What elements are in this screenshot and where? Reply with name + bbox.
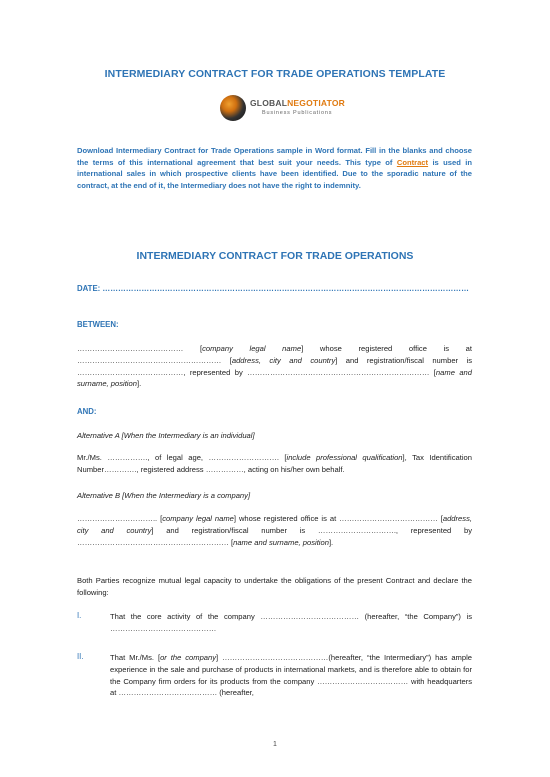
between-paragraph: …………………………………… [company legal name] whose registered office is at ………………………………………………… [address, city and country] and registration/fiscal number is ……………………………………, represented by ……………………………………………………………… [name and surname, position].: [77, 344, 472, 389]
contract-heading: INTERMEDIARY CONTRACT FOR TRADE OPERATIONS: [136, 250, 414, 262]
globe-icon: [220, 95, 246, 121]
alternative-a-heading: Alternative A [When the Intermediary is an individual]: [77, 431, 255, 440]
date-field: DATE: ……………………………………………………………………………………………………………………………: [77, 284, 469, 293]
intro-paragraph: Download Intermediary Contract for Trade Operations sample in Word format. Fill in the blanks and choose the terms of this international agreement that best suit your needs. This type of Contract is used in international sales in which prospective clients have been identified. Due to the sporadic nature of the contract, at the end of it, the Intermediary does not have the right to indemnity.: [77, 146, 472, 190]
alternative-a-paragraph: Mr./Ms. ……………., of legal age, ………………………. [include professional qualification], Tax Identification Number…………., registered address ……………, acting on his/her own behalf.: [77, 453, 472, 474]
document-title: INTERMEDIARY CONTRACT FOR TRADE OPERATIONS TEMPLATE: [104, 68, 446, 80]
clause-number: I.: [77, 611, 82, 620]
clause-text: That Mr./Ms. [or the company] ……………………………………(hereafter, “the Intermediary”) has ample experience in the sale and purchase of products in international markets, and is therefore able to obtain for the Company firm orders for its products from the company ……………………………… with headquarters at ………………………………… (hereafter,: [110, 653, 472, 698]
and-label: AND:: [77, 407, 97, 416]
between-label: BETWEEN:: [77, 320, 119, 329]
globalnegotiator-logo: [220, 95, 350, 125]
recognize-paragraph: Both Parties recognize mutual legal capacity to undertake the obligations of the present Contract and declare the following:: [77, 576, 472, 597]
clause-number: II.: [77, 652, 84, 661]
logo-tagline: Business Publications: [262, 110, 333, 116]
alternative-b-heading: Alternative B [When the Intermediary is a company]: [77, 491, 251, 500]
clause-text: That the core activity of the company ………………………………… (hereafter, “the Company”) is ……………………………………: [110, 612, 472, 633]
page-number: 1: [273, 741, 277, 748]
contract-link[interactable]: Contract: [396, 157, 429, 167]
alternative-b-paragraph: ………………………….. [company legal name] whose registered office is at ………………………………… [address, city and country] and registration/fiscal number is …………………………., represented by …………………………………………………… [name and surname, position].: [77, 514, 472, 547]
logo-brand: GLOBALNEGOTIATOR: [250, 98, 345, 108]
